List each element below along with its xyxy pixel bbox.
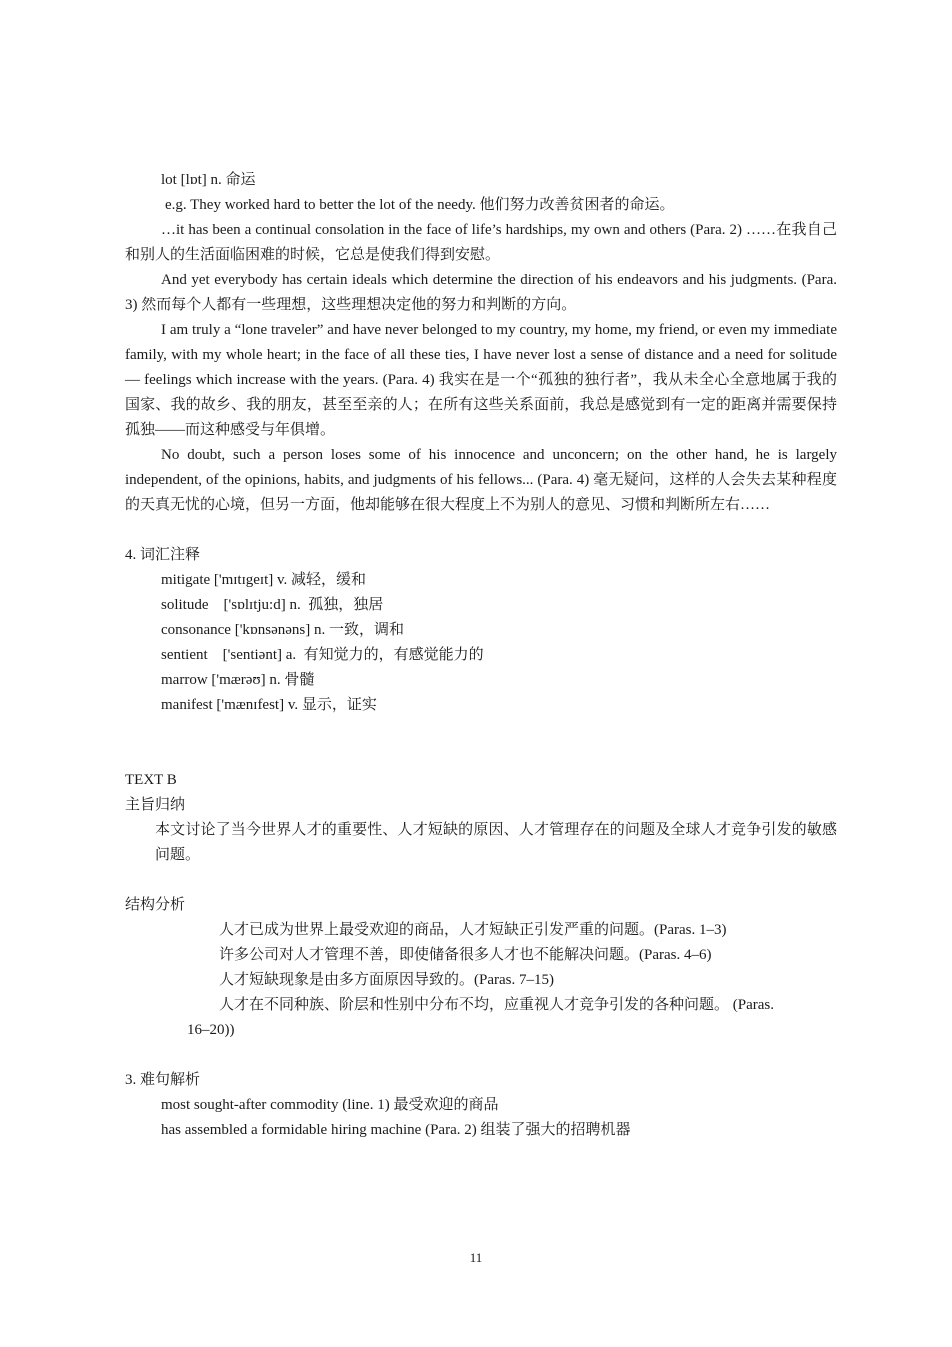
text-b-title: TEXT B xyxy=(125,772,177,788)
vocab-item: solitude ['sɒlɪtju:d] n. 孤独，独居 xyxy=(161,597,384,613)
vocab-item: mitigate ['mɪtɪgeɪt] v. 减轻，缓和 xyxy=(161,572,367,588)
vocab-entry-lot: lot [lɒt] n. 命运 xyxy=(161,172,256,188)
example-sentence: e.g. They worked hard to better the lot of the needy. 他们努力改善贫困者的命运。 xyxy=(165,197,675,213)
structure-item-continued: 16–20)) xyxy=(187,1022,235,1038)
structure-item: 人才在不同种族、阶层和性别中分布不均，应重视人才竞争引发的各种问题。 (Paras. xyxy=(219,997,774,1013)
vocab-item: marrow ['mærəʊ] n. 骨髓 xyxy=(161,672,315,688)
quote-para-2: …it has been a continual consolation in the face of life’s hardships, my own and others (Para. 2) ……在我自己和别人的生活面临困难的时候，它总是使我们得到安慰。 xyxy=(125,222,837,263)
structure-heading: 结构分析 xyxy=(125,897,186,913)
structure-item: 许多公司对人才管理不善，即使储备很多人才也不能解决问题。(Paras. 4–6) xyxy=(219,947,712,963)
sentence-item: most sought-after commodity (line. 1) 最受欢迎的商品 xyxy=(161,1097,499,1113)
structure-item: 人才短缺现象是由多方面原因导致的。(Paras. 7–15) xyxy=(219,972,554,988)
vocab-item: consonance ['kɒnsənəns] n. 一致，调和 xyxy=(161,622,404,638)
quote-para-3: And yet everybody has certain ideals which determine the direction of his endeavors and his judgments. (Para. 3) 然而每个人都有一些理想，这些理想决定他的努力和判断的方向。 xyxy=(125,272,837,313)
page-number: 11 xyxy=(469,1250,483,1265)
sentences-heading: 3. 难句解析 xyxy=(125,1072,201,1088)
sentence-item: has assembled a formidable hiring machine (Para. 2) 组装了强大的招聘机器 xyxy=(161,1122,631,1138)
document-body xyxy=(125,168,837,1143)
quote-para-4b: No doubt, such a person loses some of his innocence and unconcern; on the other hand, he is largely independent, of the opinions, habits, and judgments of his fellows... (Para. 4) 毫无疑问，这样的人会失去某种程度的天真无忧的心境，但另一方面，他却能够在很大程度上不为别人的意见、习惯和判断所左右…… xyxy=(125,447,837,513)
vocab-item: sentient ['sentiənt] a. 有知觉力的，有感觉能力的 xyxy=(161,647,484,663)
vocab-item: manifest ['mænɪfest] v. 显示，证实 xyxy=(161,697,377,713)
theme-heading: 主旨归纳 xyxy=(125,797,186,813)
structure-item: 人才已成为世界上最受欢迎的商品，人才短缺正引发严重的问题。(Paras. 1–3) xyxy=(219,922,727,938)
vocab-heading: 4. 词汇注释 xyxy=(125,547,201,563)
theme-text: 本文讨论了当今世界人才的重要性、人才短缺的原因、人才管理存在的问题及全球人才竞争引发的敏感问题。 xyxy=(155,822,837,863)
quote-para-4a: I am truly a “lone traveler” and have never belonged to my country, my home, my friend, or even my immediate family, with my whole heart; in the face of all these ties, I have never lost a sense of distance and a need for solitude — feelings which increase with the years. (Para. 4) 我实在是一个“孤独的独行者”，我从未全心全意地属于我的国家、我的故乡、我的朋友，甚至至亲的人；在所有这些关系面前，我总是感觉到有一定的距离并需要保持孤独——而这种感受与年俱增。 xyxy=(125,322,837,438)
